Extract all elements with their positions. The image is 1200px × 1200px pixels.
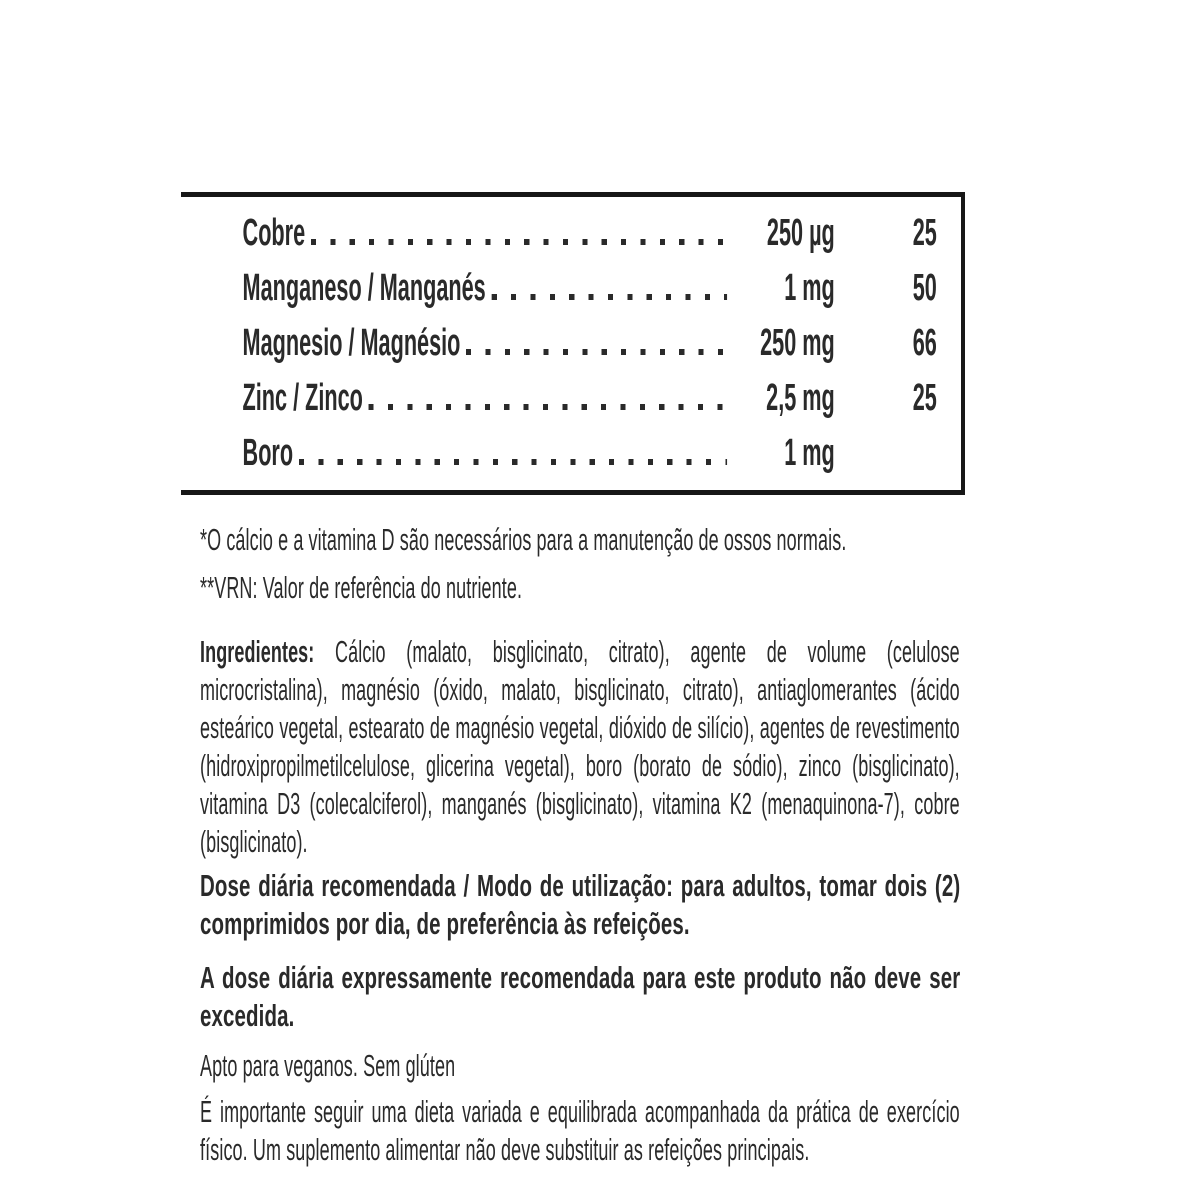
nutrition-table-rows <box>181 206 964 481</box>
nutrient-name: Zinc / Zinco <box>242 377 363 419</box>
vegan-gluten-note: Apto para veganos. Sem glúten <box>200 1048 456 1083</box>
nutrition-table <box>181 192 965 495</box>
nutrient-name: Magnesio / Magnésio <box>242 322 461 364</box>
ingredients-text: Cálcio (malato, bisglicinato, citrato), agente de volume (celulose microcristalina), magnésio (óxido, malato, bisglicinato, citrato), antiaglomerantes (ácido esteárico vegetal, estearato de magnésio vegetal, dióxido de silício), agentes de revestimento (hidroxipropilmetilcelulose, glicerina vegetal), boro (borato de sódio), zinco (bisglicinato), vitamina D3 (colecalciferol), manganés (bisglicinato), vitamina K2 (menaquinona-7), cobre (bisglicinato). <box>200 634 960 859</box>
table-row <box>243 371 937 426</box>
dot-leader <box>299 459 727 465</box>
nutrient-vrn-percent: 66 <box>912 322 937 364</box>
dot-leader <box>466 349 727 355</box>
balanced-diet-advice: É importante seguir uma dieta variada e equilibrada acompanhada da prática de exercício físico. Um suplemento alimentar não deve substituir as refeições principais. <box>200 1094 960 1167</box>
nutrient-vrn-percent: 25 <box>912 377 937 419</box>
nutrient-amount: 1 mg <box>784 267 835 309</box>
table-row <box>243 316 937 371</box>
table-row <box>243 206 937 261</box>
nutrient-vrn-percent: 25 <box>912 212 937 254</box>
footnote-calcium-vitamin-d: *O cálcio e a vitamina D são necessários para a manutenção de ossos normais. <box>200 522 847 557</box>
nutrient-amount: 250 µg <box>766 212 835 254</box>
nutrient-vrn-percent: 50 <box>912 267 937 309</box>
dot-leader <box>369 404 727 410</box>
nutrient-amount: 1 mg <box>784 432 835 474</box>
ingredients-label: Ingredientes: <box>200 634 315 669</box>
nutrient-amount: 2,5 mg <box>766 377 835 419</box>
table-row <box>243 426 937 481</box>
nutrient-name: Cobre <box>242 212 306 254</box>
dosage-instructions: Dose diária recomendada / Modo de utilização: para adultos, tomar dois (2) comprimidos por dia, de preferência às refeições. <box>200 868 961 941</box>
nutrient-name: Boro <box>242 432 294 474</box>
dot-leader <box>491 294 727 300</box>
nutrient-name: Manganeso / Manganés <box>242 267 486 309</box>
dosage-warning: A dose diária expressamente recomendada para este produto não deve ser excedida. <box>200 960 961 1033</box>
nutrient-amount: 250 mg <box>760 322 835 364</box>
table-row <box>243 261 937 316</box>
dot-leader <box>311 239 727 245</box>
footnote-vrn-definition: **VRN: Valor de referência do nutriente. <box>200 570 523 605</box>
ingredients-paragraph <box>200 633 960 861</box>
